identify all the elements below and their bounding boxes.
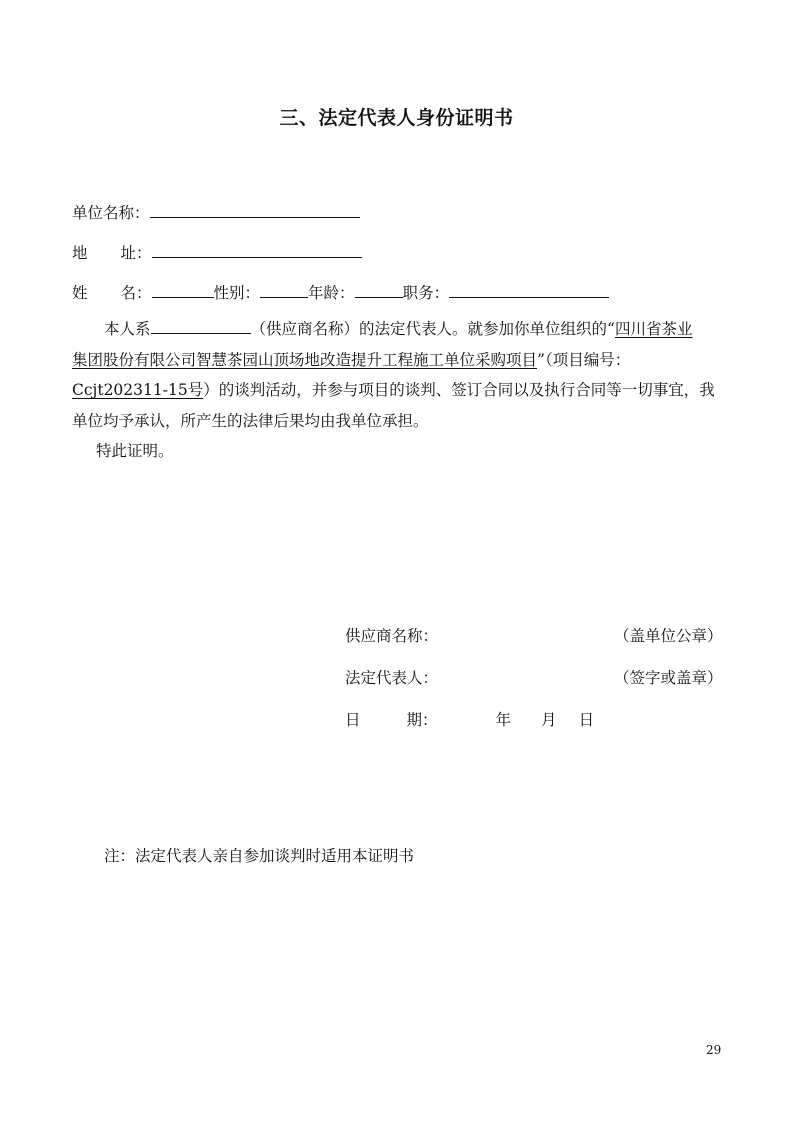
page-number: 29 — [706, 1043, 722, 1057]
supplier-seal-note: （盖单位公章） — [614, 627, 723, 645]
age-blank[interactable] — [355, 281, 403, 298]
unit-name-label: 单位名称： — [72, 204, 150, 222]
position-blank[interactable] — [449, 281, 609, 298]
address-row — [72, 241, 362, 263]
address-label-second: 址： — [120, 244, 152, 262]
statement-line-3: Ccjt202311-15号）的谈判活动，并参与项目的谈判、签订合同以及执行合同等一切事宜，我 — [72, 381, 715, 399]
representative-sign-note: （签字或盖章） — [614, 669, 723, 687]
name-blank[interactable] — [152, 281, 214, 298]
statement-line-2: 集团股份有限公司智慧茶园山顶场地改造提升工程施工单位采购项目”（项目编号： — [72, 350, 631, 369]
gender-blank[interactable] — [260, 281, 308, 298]
name-label-first: 姓 — [72, 284, 88, 302]
date-day: 日 — [578, 711, 595, 729]
name-label-second: 名： — [120, 284, 152, 302]
date-month: 月 — [541, 711, 557, 729]
age-label: 年龄： — [308, 284, 355, 302]
statement-line-1: 本人系 （供应商名称）的法定代表人。就参加你单位组织的“四川省茶业 — [72, 314, 724, 345]
personal-info-row — [72, 281, 609, 303]
project-number: Ccjt202311-15号 — [72, 381, 204, 399]
date-row — [345, 708, 594, 730]
date-label-first: 日 — [345, 711, 361, 729]
date-label-second: 期： — [406, 711, 438, 729]
date-year: 年 — [495, 711, 512, 729]
supplier-signature-label: 供应商名称： — [345, 627, 439, 645]
position-label: 职务： — [402, 284, 450, 302]
gender-label: 性别： — [213, 284, 261, 302]
unit-name-blank[interactable] — [150, 201, 360, 218]
project-name-start: 四川省茶业 — [614, 320, 693, 338]
representative-signature-label: 法定代表人： — [345, 669, 439, 687]
page-title: 三、法定代表人身份证明书 — [279, 107, 514, 129]
statement-line-4: 单位均予承认，所产生的法律后果均由我单位承担。 — [72, 411, 429, 430]
unit-name-row — [72, 201, 360, 223]
project-name-rest: 集团股份有限公司智慧茶园山顶场地改造提升工程施工单位采购项目 — [72, 350, 538, 369]
supplier-name-blank[interactable] — [151, 317, 251, 334]
address-label-first: 地 — [72, 244, 88, 262]
statement-paragraph — [72, 314, 724, 467]
address-blank[interactable] — [152, 241, 362, 258]
usage-note: 注：法定代表人亲自参加谈判时适用本证明书 — [104, 847, 415, 865]
statement-line-5: 特此证明。 — [96, 442, 174, 460]
